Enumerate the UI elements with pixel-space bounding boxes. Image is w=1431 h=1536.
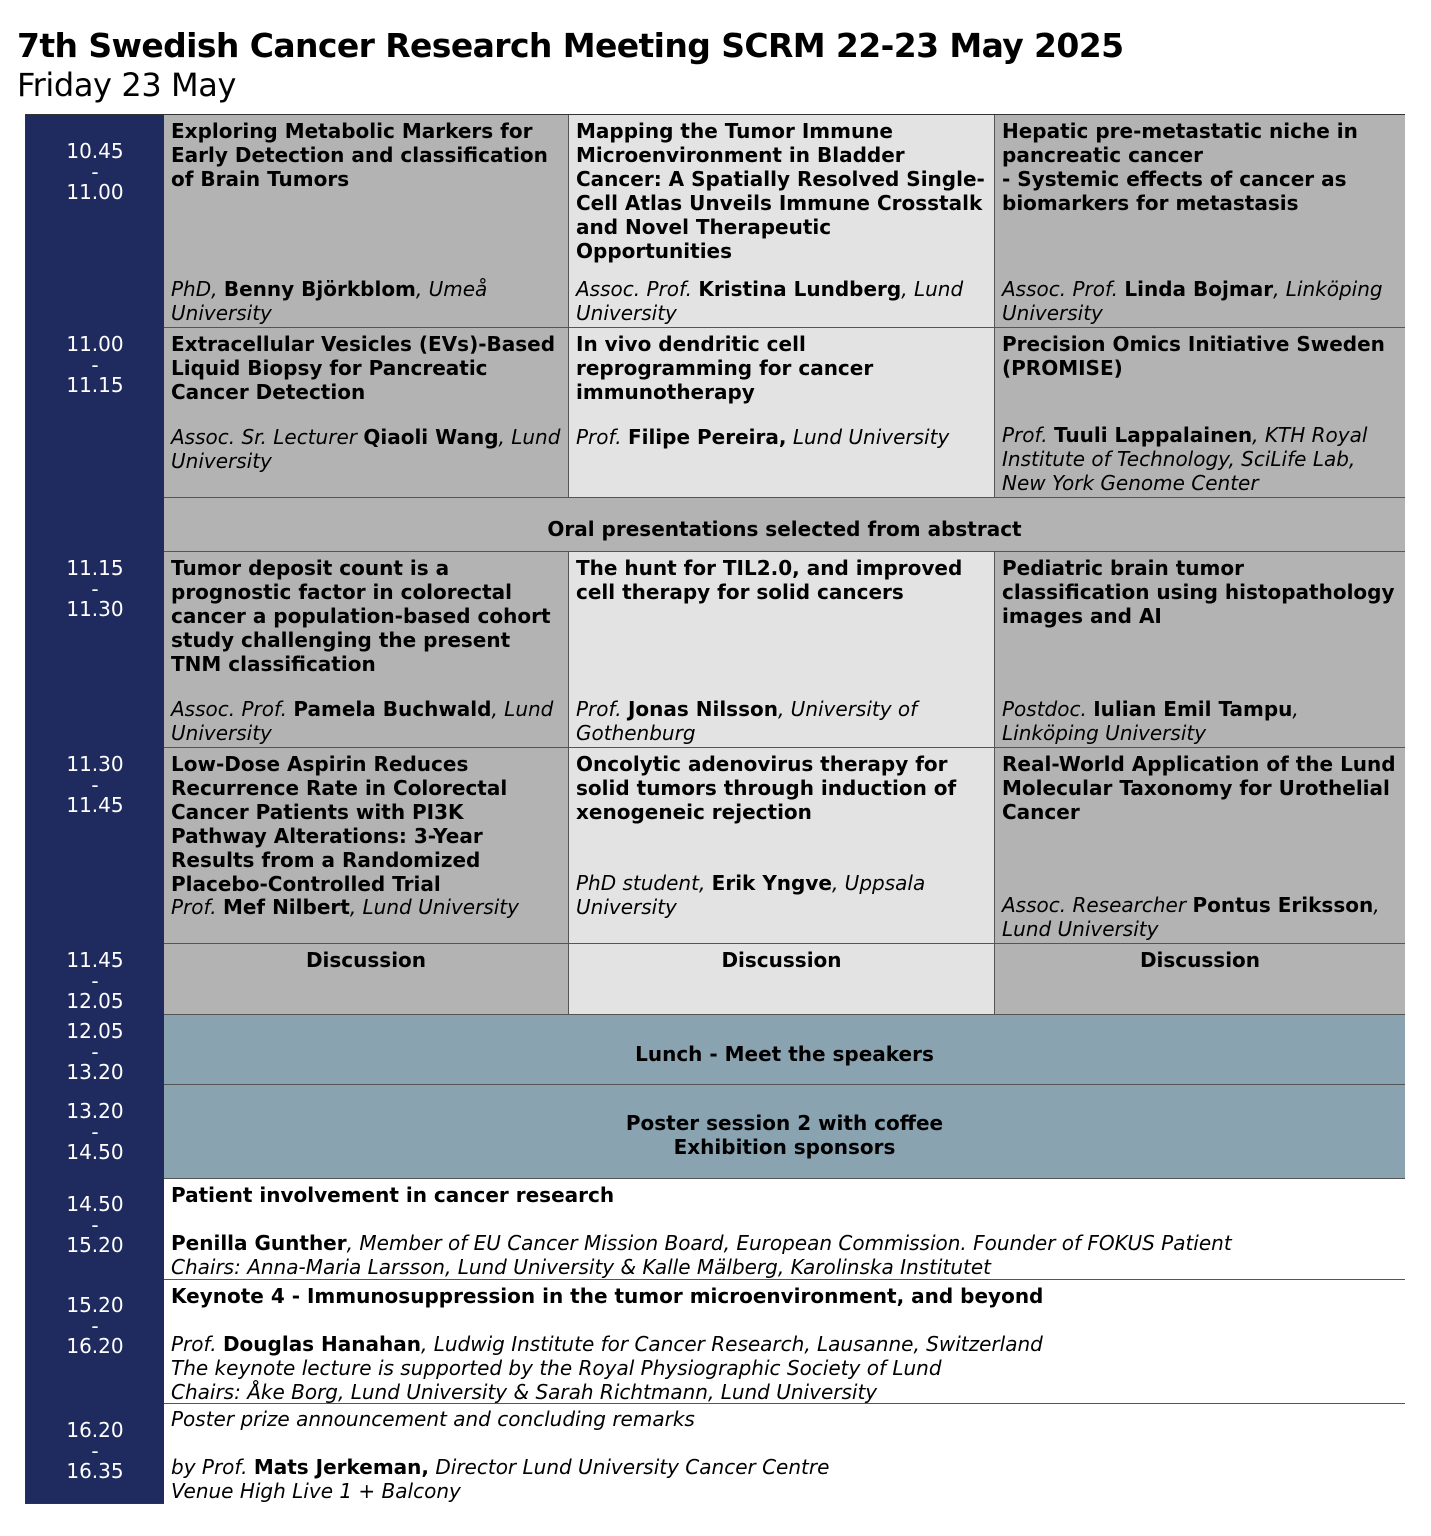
talk-title: The hunt for TIL2.0, and improved cell therapy for solid cancers bbox=[576, 556, 963, 604]
discussion-label: Discussion bbox=[721, 948, 842, 972]
session-row bbox=[164, 552, 1405, 748]
talk-cell bbox=[995, 552, 1405, 747]
session-row bbox=[164, 115, 1405, 328]
talk-title: Real-World Application of the Lund Molecular Taxonomy for Urothelial Cancer bbox=[1002, 752, 1396, 824]
speaker: PhD, Benny Björkblom, Umeå University bbox=[171, 277, 488, 325]
schedule-table bbox=[25, 114, 1405, 1504]
time-slot: 15.20 - 16.20 bbox=[66, 1293, 124, 1358]
banner-label: Oral presentations selected from abstract bbox=[547, 517, 1022, 541]
speaker: Assoc. Prof. Pamela Buchwald, Lund University bbox=[171, 697, 554, 745]
talk-title: Pediatric brain tumor classification using histopathology images and AI bbox=[1002, 556, 1395, 628]
session-title: Patient involvement in cancer research bbox=[171, 1183, 615, 1207]
time-slot: 11.00 - 11.15 bbox=[66, 332, 124, 397]
speaker: Penilla Gunther, Member of EU Cancer Mission Board, European Commission. Founder of FOKUS Patient bbox=[171, 1231, 1232, 1255]
discussion-cell bbox=[995, 944, 1405, 1014]
poster-label: Poster session 2 with coffee bbox=[625, 1111, 944, 1135]
time-slot: 14.50 - 15.20 bbox=[66, 1192, 124, 1257]
discussion-cell bbox=[569, 944, 995, 1014]
chairs: Chairs: Åke Borg, Lund University & Sarah Richtmann, Lund University bbox=[171, 1380, 878, 1404]
talk-cell bbox=[164, 552, 569, 747]
poster-row bbox=[164, 1085, 1405, 1179]
talk-title: Extracellular Vesicles (EVs)-Based Liquid Biopsy for Pancreatic Cancer Detection bbox=[171, 332, 556, 404]
talk-title: Mapping the Tumor Immune Microenvironment in Bladder Cancer: A Spatially Resolved Single-Cell Atlas Unveils Immune Crosstalk and Novel Therapeutic Opportunities bbox=[576, 119, 985, 263]
speaker: Assoc. Sr. Lecturer Qiaoli Wang, Lund University bbox=[171, 425, 561, 473]
speaker: Assoc. Prof. Kristina Lundberg, Lund University bbox=[576, 277, 964, 325]
support-note: The keynote lecture is supported by the Royal Physiographic Society of Lund bbox=[171, 1356, 942, 1380]
talk-title: Oncolytic adenovirus therapy for solid tumors through induction of xenogeneic rejection bbox=[576, 752, 957, 824]
speaker: PhD student, Erik Yngve, Uppsala University bbox=[576, 871, 926, 919]
speaker: Prof. Mef Nilbert, Lund University bbox=[171, 895, 519, 919]
talk-cell bbox=[569, 328, 995, 497]
time-slot: 16.20 - 16.35 bbox=[66, 1418, 124, 1483]
page-subtitle: Friday 23 May bbox=[17, 66, 237, 104]
speaker: Prof. Tuuli Lappalainen, KTH Royal Institute of Technology, SciLife Lab, New York Genome Center bbox=[1002, 423, 1368, 495]
discussion-cell bbox=[164, 944, 569, 1014]
talk-cell bbox=[569, 552, 995, 747]
session-row bbox=[164, 748, 1405, 944]
time-slot: 10.45 - 11.00 bbox=[66, 139, 124, 204]
discussion-row bbox=[164, 944, 1405, 1015]
speaker: Prof. Filipe Pereira, Lund University bbox=[576, 425, 950, 449]
lunch-label: Lunch - Meet the speakers bbox=[635, 1042, 934, 1066]
talk-cell bbox=[995, 328, 1405, 497]
talk-title: Tumor deposit count is a prognostic factor in colorectal cancer a population-based cohort study challenging the present TNM classification bbox=[171, 556, 551, 676]
talk-title: In vivo dendritic cell reprogramming for cancer immunotherapy bbox=[576, 332, 874, 404]
page-header bbox=[17, 26, 1123, 104]
session-row bbox=[164, 328, 1405, 498]
patient-involvement-cell bbox=[164, 1179, 1405, 1283]
talk-title: Exploring Metabolic Markers for Early Detection and classification of Brain Tumors bbox=[171, 119, 548, 191]
talk-title: Precision Omics Initiative Sweden (PROMISE) bbox=[1002, 332, 1385, 380]
discussion-label: Discussion bbox=[1139, 948, 1261, 972]
keynote-row bbox=[164, 1280, 1405, 1404]
keynote-title: Keynote 4 - Immunosuppression in the tumor microenvironment, and beyond bbox=[171, 1284, 1044, 1308]
speaker: Assoc. Prof. Linda Bojmar, Linköping University bbox=[1002, 277, 1383, 325]
talk-cell bbox=[995, 115, 1405, 327]
keynote-cell bbox=[164, 1280, 1405, 1408]
poster-sublabel: Exhibition sponsors bbox=[673, 1135, 896, 1159]
talk-cell bbox=[569, 115, 995, 327]
speaker: Postdoc. Iulian Emil Tampu, Linköping University bbox=[1002, 697, 1299, 745]
speaker: Prof. Douglas Hanahan, Ludwig Institute for Cancer Research, Lausanne, Switzerland bbox=[171, 1332, 1043, 1356]
lunch-row bbox=[164, 1015, 1405, 1085]
talk-cell bbox=[164, 328, 569, 497]
speaker: Prof. Jonas Nilsson, University of Gothenburg bbox=[576, 697, 918, 745]
time-slot: 11.45 - 12.05 bbox=[66, 948, 124, 1013]
time-slot: 11.30 - 11.45 bbox=[66, 752, 124, 817]
talk-title: Hepatic pre-metastatic niche in pancreatic cancer - Systemic effects of cancer as biomarkers for metastasis bbox=[1002, 119, 1358, 215]
time-slot: 13.20 - 14.50 bbox=[66, 1099, 124, 1164]
time-column bbox=[26, 115, 164, 1503]
speaker: Assoc. Researcher Pontus Eriksson, Lund University bbox=[1002, 893, 1380, 941]
discussion-label: Discussion bbox=[305, 948, 427, 972]
talk-cell bbox=[164, 748, 569, 943]
page-title: 7th Swedish Cancer Research Meeting SCRM 22-23 May 2025 bbox=[17, 26, 1124, 65]
time-slot: 12.05 - 13.20 bbox=[66, 1019, 124, 1084]
closing-title: Poster prize announcement and concluding remarks bbox=[171, 1407, 695, 1431]
time-slot: 11.15 - 11.30 bbox=[66, 556, 124, 621]
closing-row bbox=[164, 1404, 1405, 1504]
oral-presentations-banner bbox=[164, 498, 1405, 552]
venue: Venue High Live 1 + Balcony bbox=[171, 1479, 461, 1503]
talk-title: Low-Dose Aspirin Reduces Recurrence Rate in Colorectal Cancer Patients with PI3K Pathway Alterations: 3-Year Results from a Randomized Placebo-Controlled Trial bbox=[171, 752, 508, 896]
talk-cell bbox=[995, 748, 1405, 943]
speaker: by Prof. Mats Jerkeman, Director Lund University Cancer Centre bbox=[171, 1455, 830, 1479]
patient-involvement-row bbox=[164, 1179, 1405, 1280]
chairs: Chairs: Anna-Maria Larsson, Lund University & Kalle Mälberg, Karolinska Institutet bbox=[171, 1255, 991, 1279]
closing-cell bbox=[164, 1404, 1405, 1507]
talk-cell bbox=[164, 115, 569, 327]
talk-cell bbox=[569, 748, 995, 943]
